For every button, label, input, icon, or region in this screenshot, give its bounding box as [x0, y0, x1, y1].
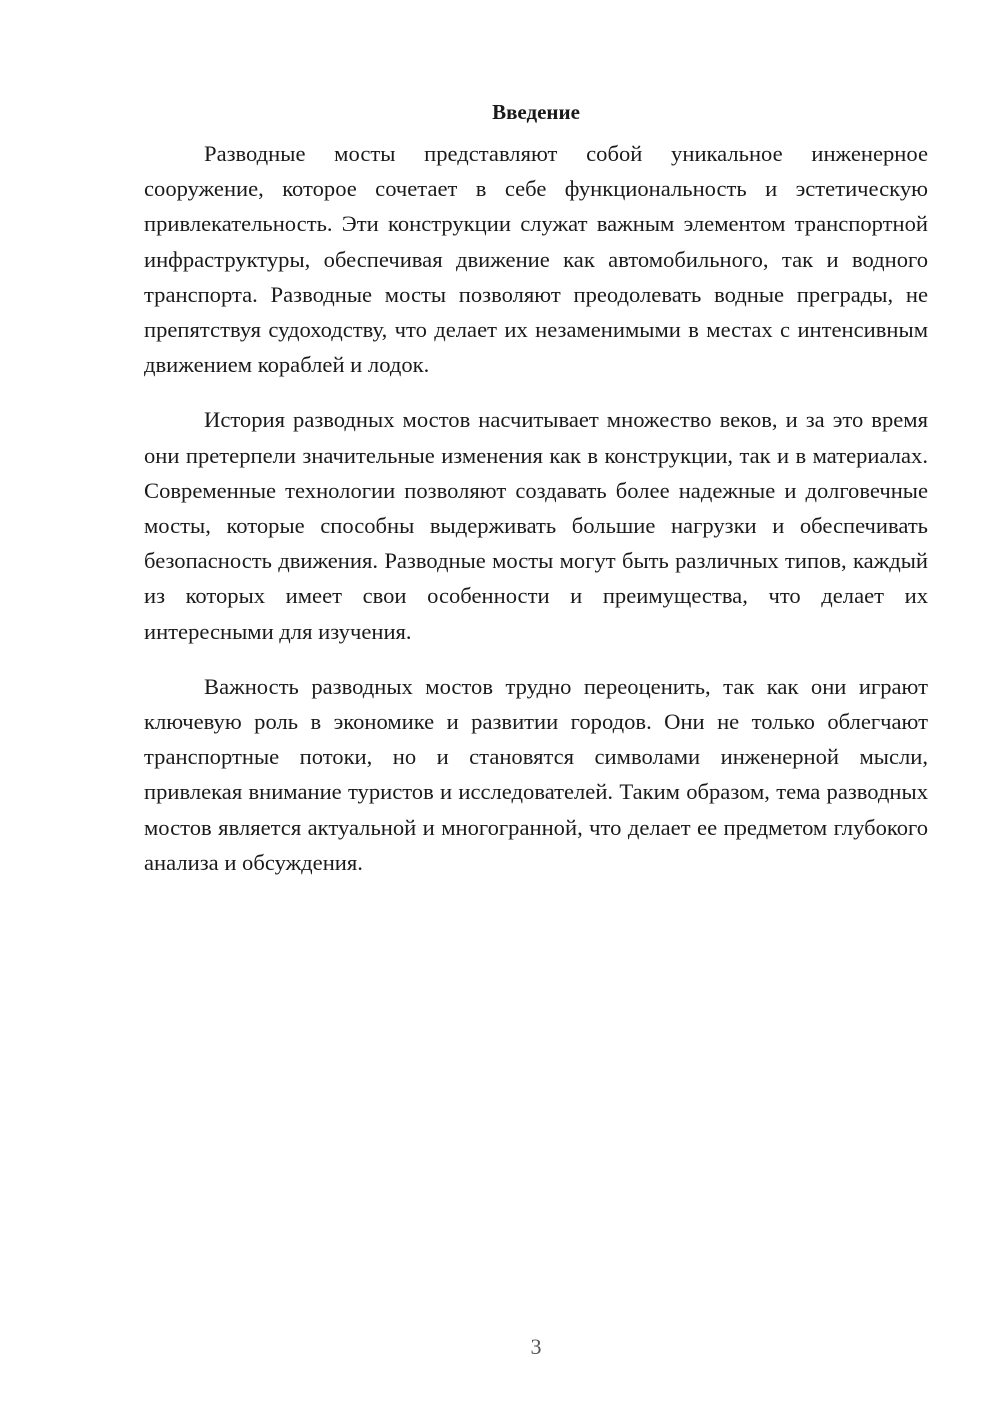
- paragraph-2: История разводных мостов насчитывает множество веков, и за это время они претерпели значительные изменения как в конструкции, так и в материалах. Современные технологии позволяют создавать более надежные и долговечные мосты, которые способны выдерживать большие нагрузки и обеспечивать безопасность движения. Разводные мосты могут быть различных типов, каждый из которых имеет свои особенности и преимущества, что делает их интересными для изучения.: [144, 407, 928, 644]
- page-number: 3: [530, 1334, 542, 1359]
- section-heading: Введение: [492, 100, 580, 124]
- page-body: [144, 98, 928, 900]
- paragraph-1: Разводные мосты представляют собой уникальное инженерное сооружение, которое сочетает в себе функциональность и эстетическую привлекательность. Эти конструкции служат важным элементом транспортной инфраструктуры, обеспечивая движение как автомобильного, так и водного транспорта. Разводные мосты позволяют преодолевать водные преграды, не препятствуя судоходству, что делает их незаменимыми в местах с интенсивным движением кораблей и лодок.: [144, 141, 928, 378]
- paragraph-3: Важность разводных мостов трудно переоценить, так как они играют ключевую роль в экономике и развитии городов. Они не только облегчают транспортные потоки, но и становятся символами инженерной мысли, привлекая внимание туристов и исследователей. Таким образом, тема разводных мостов является актуальной и многогранной, что делает ее предметом глубокого анализа и обсуждения.: [144, 673, 928, 875]
